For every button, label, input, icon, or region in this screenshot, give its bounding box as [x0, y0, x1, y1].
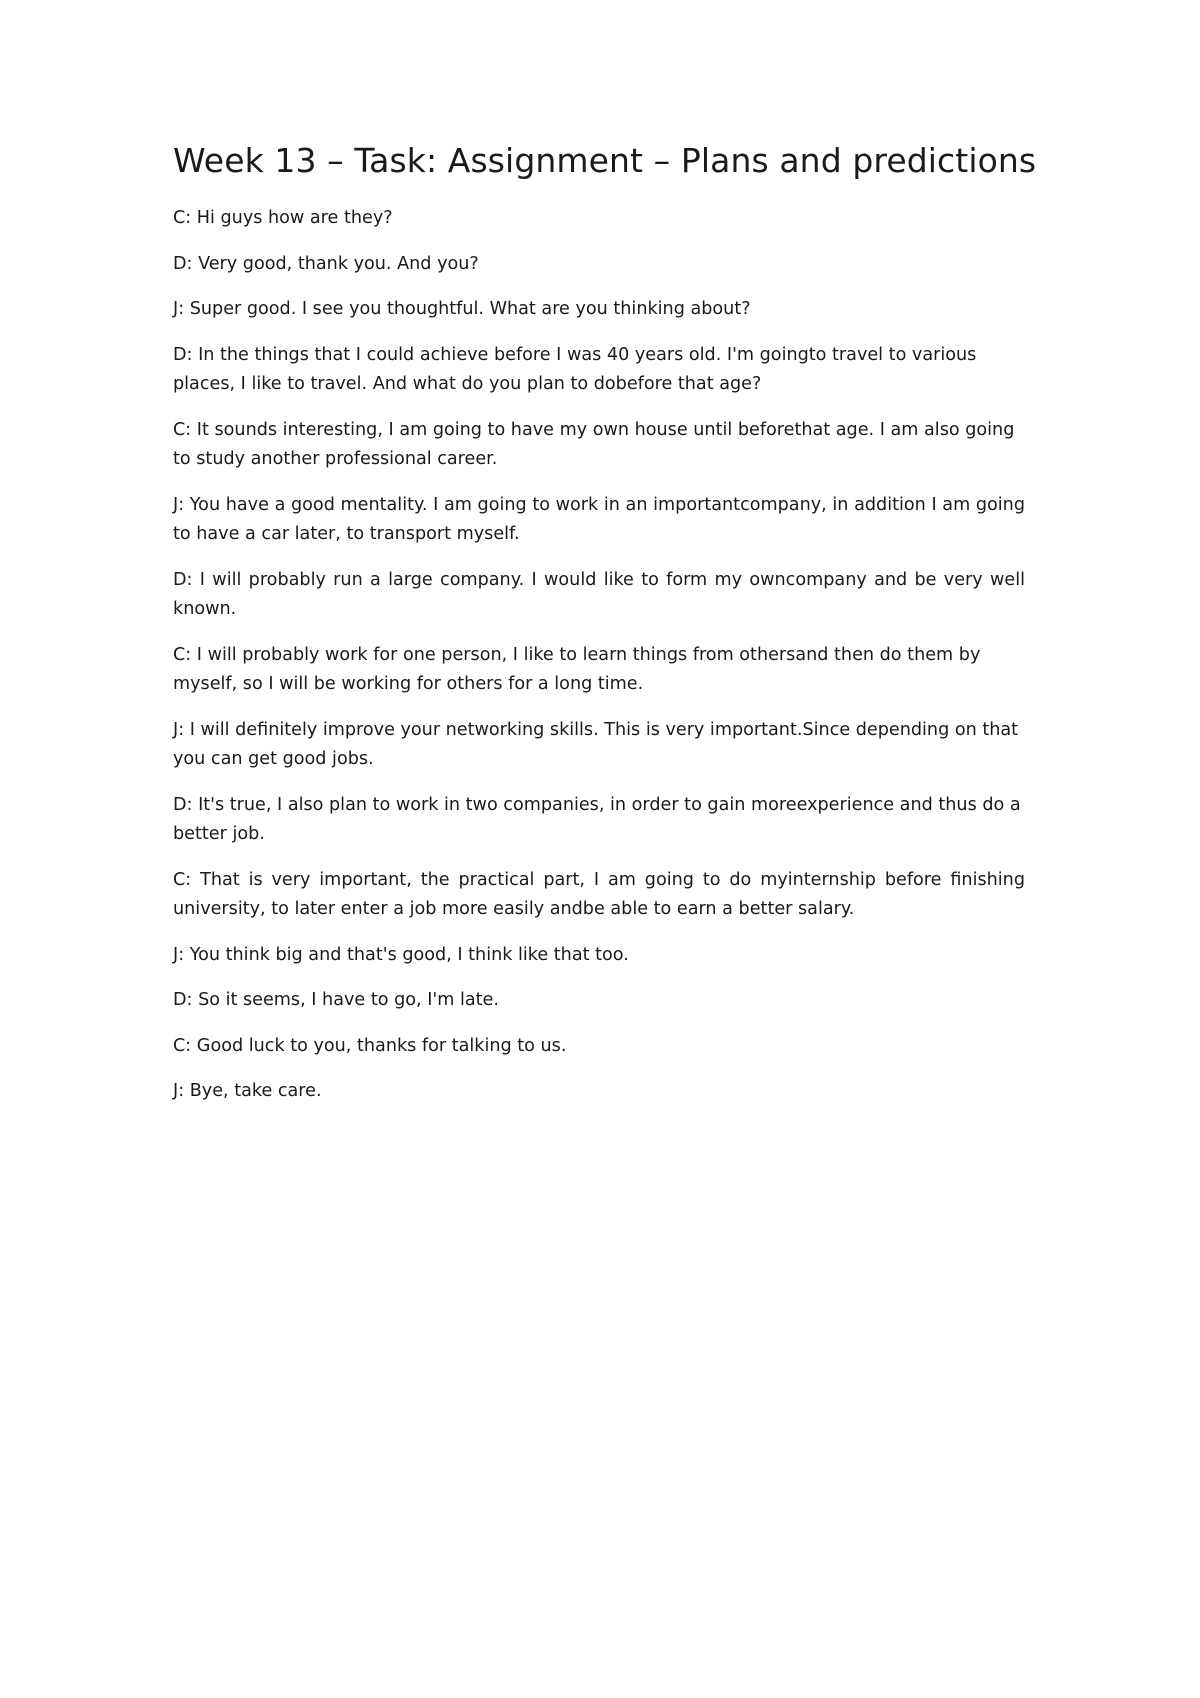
- dialogue-line: J: Bye, take care.: [173, 1081, 322, 1101]
- dialogue-line: D: So it seems, I have to go, I'm late.: [173, 990, 499, 1010]
- dialogue-line: D: I will probably run a large company. I would like to form my owncompany and be very well known.: [173, 569, 1025, 619]
- dialogue-line: C: I will probably work for one person, I like to learn things from othersand then do them by myself, so I will be working for others for a long time.: [173, 644, 981, 694]
- dialogue-line: J: You think big and that's good, I think like that too.: [173, 944, 629, 965]
- dialogue-line: C: It sounds interesting, I am going to have my own house until beforethat age. I am also going to study another professional career.: [173, 419, 1015, 469]
- dialogue-line: J: Super good. I see you thoughtful. What are you thinking about?: [173, 299, 751, 319]
- document-title: Week 13 – Task: Assignment – Plans and predictions: [173, 141, 1037, 180]
- dialogue-line: C: That is very important, the practical part, I am going to do myinternship before finishing university, to later enter a job more easily andbe able to earn a better salary.: [173, 869, 1025, 919]
- document-body: [173, 140, 1037, 1123]
- dialogue-line: D: In the things that I could achieve before I was 40 years old. I'm goingto travel to various places, I like to travel. And what do you plan to dobefore that age?: [173, 344, 977, 394]
- dialogue-line: D: Very good, thank you. And you?: [173, 253, 479, 274]
- dialogue-line: C: Hi guys how are they?: [173, 208, 393, 228]
- dialogue-line: C: Good luck to you, thanks for talking to us.: [173, 1035, 567, 1056]
- dialogue-line: D: It's true, I also plan to work in two companies, in order to gain moreexperience and thus do a better job.: [173, 794, 1021, 844]
- dialogue-line: J: I will definitely improve your networking skills. This is very important.Since depending on that you can get good jobs.: [173, 719, 1019, 769]
- dialogue-line: J: You have a good mentality. I am going to work in an importantcompany, in addition I am going to have a car later, to transport myself.: [173, 494, 1025, 544]
